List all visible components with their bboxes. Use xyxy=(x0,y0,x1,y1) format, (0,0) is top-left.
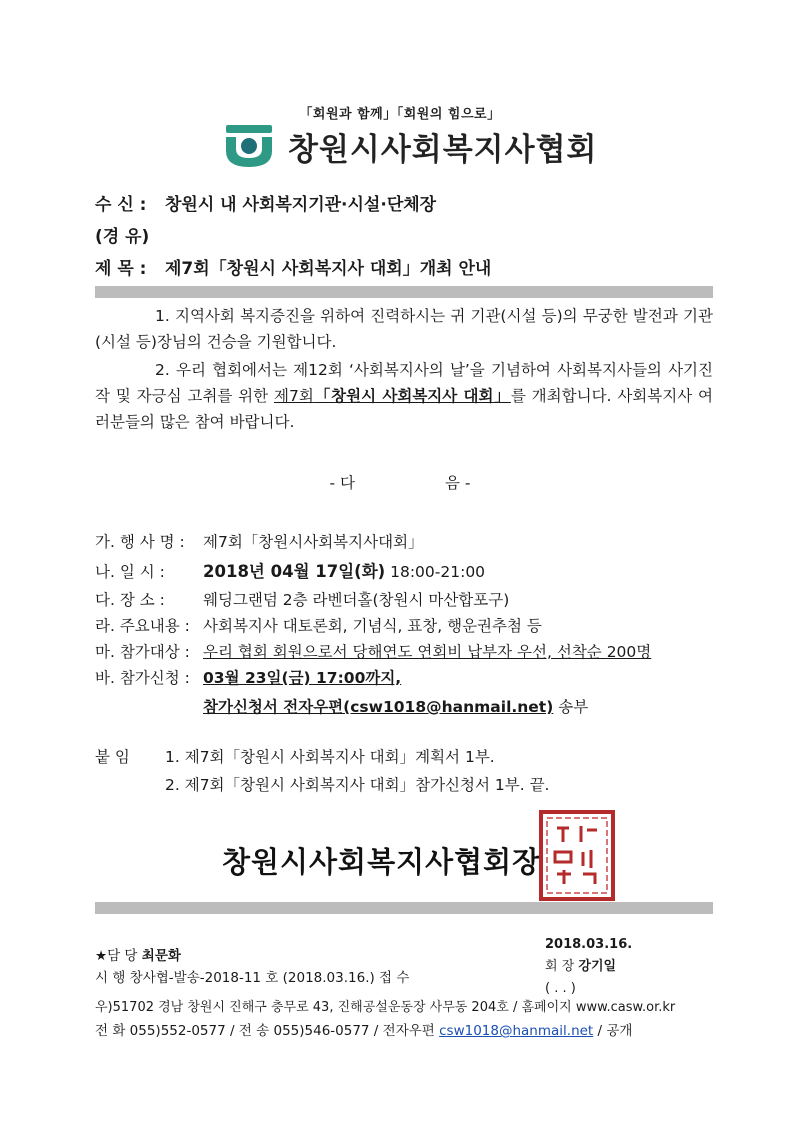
signature-title: 창원시사회복지사협회장 xyxy=(222,845,542,879)
apply-method: 참가신청서 전자우편(csw1018@hanmail.net) xyxy=(203,698,554,716)
detail-key: 나. 일 시 : xyxy=(95,563,165,581)
eum-text: 음 - xyxy=(445,474,471,492)
detail-key: 바. 참가신청 : xyxy=(95,669,190,687)
detail-time: 18:00-21:00 xyxy=(385,563,486,581)
address-line: 우)51702 경남 창원시 진해구 충무로 43, 진해공설운동장 사무동 204호 / 홈페이지 www.casw.or.kr xyxy=(95,1000,676,1015)
detail-event-name xyxy=(95,530,424,554)
attachment-2: 2. 제7회「창원시 사회복지사 대회」참가신청서 1부. 끝. xyxy=(165,776,550,794)
attachment-1 xyxy=(95,744,495,770)
body-paragraph-2 xyxy=(95,357,713,435)
da-text: - 다 xyxy=(329,474,355,492)
da-eum-heading xyxy=(0,471,800,493)
detail-value: 제7회「창원시사회복지사대회」 xyxy=(203,533,424,551)
body-paragraph-1: 1. 지역사회 복지증진을 위하여 진력하시는 귀 기관(시설 등)의 무궁한 발전과 기관(시설 등)장님의 건승을 기원합니다. xyxy=(95,307,713,351)
subject-line xyxy=(95,254,491,279)
org-title: 창원시사회복지사협회 xyxy=(288,131,598,168)
org-header xyxy=(224,122,597,170)
doc-number-line: 시 행 창사협-발송-2018-11 호 (2018.03.16.) 접 수 xyxy=(95,970,410,986)
subject-label: 제 목 : xyxy=(95,259,147,279)
para2-text-b: 를 개최합니다. 사회복지사 여러분들의 많은 참여 바랍니다. xyxy=(95,387,714,431)
detail-key: 마. 참가대상 : xyxy=(95,643,190,661)
approval-date: 2018.03.16. xyxy=(545,937,633,952)
detail-apply xyxy=(95,666,401,690)
detail-content xyxy=(95,614,542,638)
detail-value: 웨딩그랜덤 2층 라벤더홀(창원시 마산합포구) xyxy=(203,591,510,609)
manager-label: ★담 당 xyxy=(95,948,138,964)
approver-label: 회 장 xyxy=(545,959,575,974)
recipient-line xyxy=(95,190,436,215)
recipient-value: 창원시 내 사회복지기관·시설·단체장 xyxy=(165,195,437,215)
detail-target xyxy=(95,640,651,664)
subject-value: 제7회「창원시 사회복지사 대회」개최 안내 xyxy=(165,259,492,279)
detail-venue xyxy=(95,588,509,612)
detail-value: 우리 협회 회원으로서 당해연도 연회비 납부자 우선, 선착순 200명 xyxy=(203,643,652,661)
para2-event-name: 「창원시 사회복지사 대회」 xyxy=(313,387,511,405)
detail-key: 가. 행 사 명 : xyxy=(95,533,185,551)
detail-key: 라. 주요내용 : xyxy=(95,617,190,635)
manager-line xyxy=(95,945,181,967)
detail-apply-method xyxy=(203,695,588,719)
footer-divider-bar xyxy=(95,902,713,914)
manager-name: 최문화 xyxy=(141,948,181,964)
official-seal-stamp xyxy=(537,808,617,903)
attachment-item: 1. 제7회「창원시 사회복지사 대회」계획서 1부. xyxy=(165,748,495,766)
email-link[interactable]: csw1018@hanmail.net xyxy=(439,1023,594,1039)
via-line: (경 유) xyxy=(95,227,150,247)
approver-line xyxy=(545,956,632,978)
detail-deadline: 03월 23일(금) 17:00까지, xyxy=(203,669,402,687)
recipient-label: 수 신 : xyxy=(95,195,147,215)
contact-public: / 공개 xyxy=(593,1023,633,1039)
approval-block xyxy=(545,934,632,1000)
org-logo-icon xyxy=(224,125,274,167)
detail-datetime xyxy=(95,560,485,584)
divider-bar xyxy=(95,286,713,298)
attachment-label: 붙 임 xyxy=(95,748,130,766)
approval-paren: ( . . ) xyxy=(545,981,576,996)
contact-phone-fax: 전 화 055)552-0577 / 전 송 055)546-0577 / 전자우편 xyxy=(95,1023,440,1039)
detail-key: 다. 장 소 : xyxy=(95,591,165,609)
apply-tail: 송부 xyxy=(553,698,589,716)
para2-event-number: 제7회 xyxy=(273,387,314,405)
detail-date: 2018년 04월 17일(화) xyxy=(203,562,386,581)
detail-value: 사회복지사 대토론회, 기념식, 표창, 행운권추첨 등 xyxy=(203,617,542,635)
slogan: 「회원과 함께」「회원의 힘으로」 xyxy=(299,107,501,122)
approver-name: 강기일 xyxy=(578,959,617,974)
contact-line xyxy=(95,1020,632,1042)
para2-text-a: 2. 우리 협회에서는 제12회 ‘사회복지사의 날’을 기념하여 사회복지사들의 사기진작 및 자긍심 고취를 위한 xyxy=(95,361,713,405)
